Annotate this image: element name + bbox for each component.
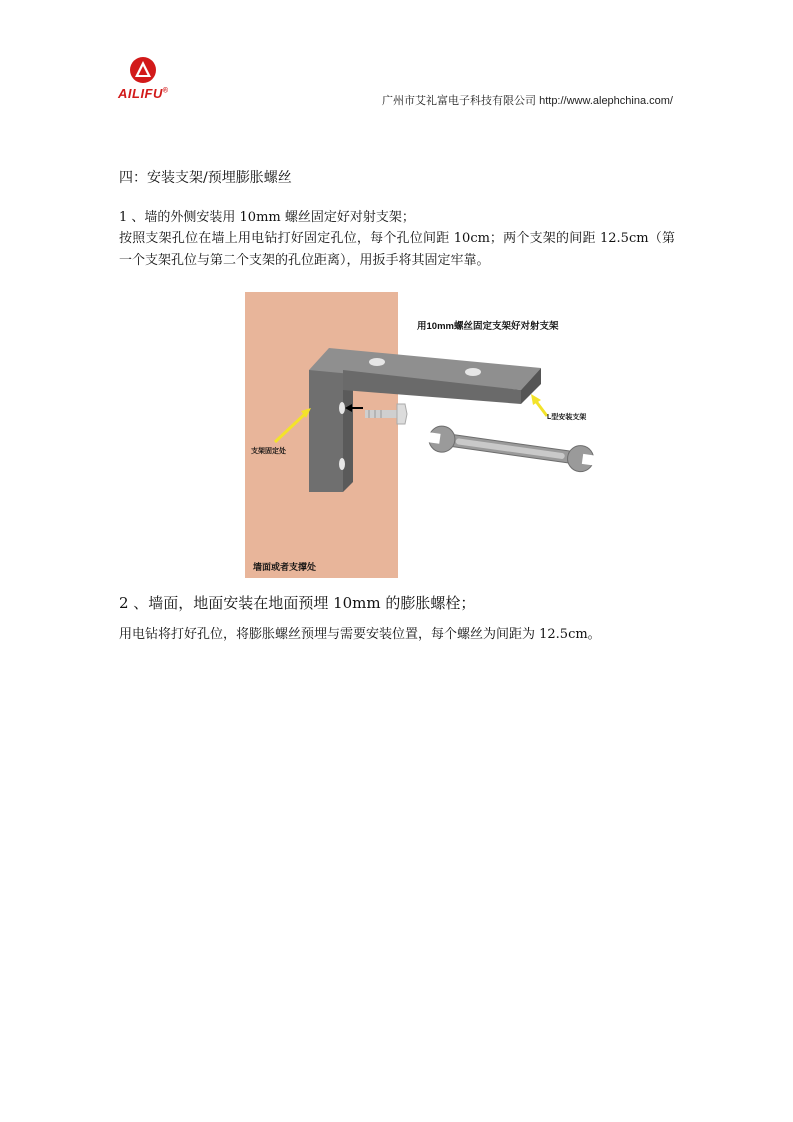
company-logo xyxy=(118,56,184,106)
logo-text: AILIFU® xyxy=(118,86,169,101)
bracket-installation-figure xyxy=(245,292,605,578)
figure-caption-top: 用10mm螺丝固定支架好对射支架 xyxy=(417,321,559,332)
bolt-head xyxy=(397,404,407,424)
step2-body: 用电钻将打好孔位，将膨胀螺丝预埋与需要安装位置，每个螺丝为间距为 12.5cm。 xyxy=(119,627,601,642)
bracket-hole xyxy=(339,402,345,414)
bracket-hole xyxy=(465,368,481,376)
bracket-hole xyxy=(369,358,385,366)
label-fix-point: 支架固定处 xyxy=(251,448,286,455)
section-title: 四：安装支架/预埋膨胀螺丝 xyxy=(119,170,292,186)
bracket-diagram xyxy=(245,292,605,578)
label-wall: 墙面或者支撑处 xyxy=(253,562,317,572)
bracket-hole xyxy=(339,458,345,470)
bracket-vertical-arm xyxy=(309,370,343,492)
wrench-icon xyxy=(424,424,598,474)
aili-logo-icon xyxy=(128,56,158,84)
header-company-line: 广州市艾礼富电子科技有限公司 http://www.alephchina.com/ xyxy=(382,95,673,107)
label-l-bracket: L型安装支架 xyxy=(547,414,587,421)
bolt-shaft xyxy=(365,410,399,418)
step2-title: 2 、墙面，地面安装在地面预埋 10mm 的膨胀螺栓； xyxy=(119,594,476,612)
step1-body: 按照支架孔位在墙上用电钻打好固定孔位，每个孔位间距 10cm；两个支架的间距 12.5cm（第一个支架孔位与第二个支架的孔位距离），用扳手将其固定牢靠。 xyxy=(119,231,675,268)
step1-title: 1 、墙的外侧安装用 10mm 螺丝固定好对射支架； xyxy=(119,210,415,225)
